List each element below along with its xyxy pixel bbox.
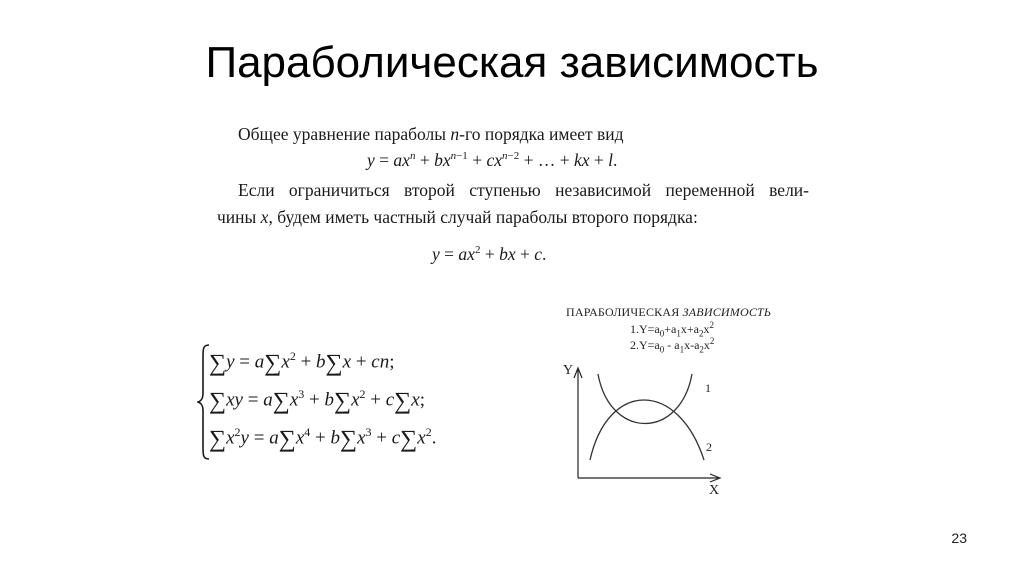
slide-title: Параболическая зависимость bbox=[205, 38, 819, 87]
paragraph-general-equation: Общее уравнение параболы n-го порядка имеет вид bbox=[238, 124, 624, 144]
formula-nth-order: $y = ax^n + bx^{n-1} + cx^{n-2}$ + … + kx + l. bbox=[367, 150, 618, 170]
normal-equation-1: $\sum y = a\sum x^2 + b\sum x$ + cn; bbox=[209, 349, 395, 377]
graph-title: ПАРАБОЛИЧЕСКАЯ ЗАВИСИМОСТЬ bbox=[566, 305, 772, 319]
y-axis-label: Y bbox=[563, 363, 574, 378]
paragraph-second-order-line2: чины x, будем иметь частный случай параболы второго порядка: bbox=[217, 207, 698, 227]
graph-equation-1: $1.Y=a_0+a_1x+a_2x^2$ bbox=[630, 320, 714, 339]
parabola-graph bbox=[540, 300, 740, 505]
curve-1-upward-parabola bbox=[598, 374, 692, 424]
graph-equation-2: $2.Y=a_0 - a_1x-a_2x^2$ bbox=[630, 336, 715, 355]
normal-equation-2: $\sum xy = a\sum x^3 + b\sum x^2 + c\sum x$; bbox=[209, 387, 425, 415]
formula-second-order: $y = ax^2$ + bx + c. bbox=[432, 244, 547, 264]
curve-1-label: 1 bbox=[705, 381, 711, 395]
x-axis-label: X bbox=[709, 483, 720, 498]
curve-2-downward-parabola bbox=[590, 400, 704, 460]
normal-equation-3: $\sum x^2y = a\sum x^4 + b\sum x^3 + c\sum x^2$. bbox=[209, 425, 437, 453]
page-number: 23 bbox=[951, 530, 967, 546]
curve-2-label: 2 bbox=[706, 440, 712, 454]
paragraph-second-order-line1: Если ограничиться второй ступенью независимой переменной вели- bbox=[238, 180, 809, 200]
